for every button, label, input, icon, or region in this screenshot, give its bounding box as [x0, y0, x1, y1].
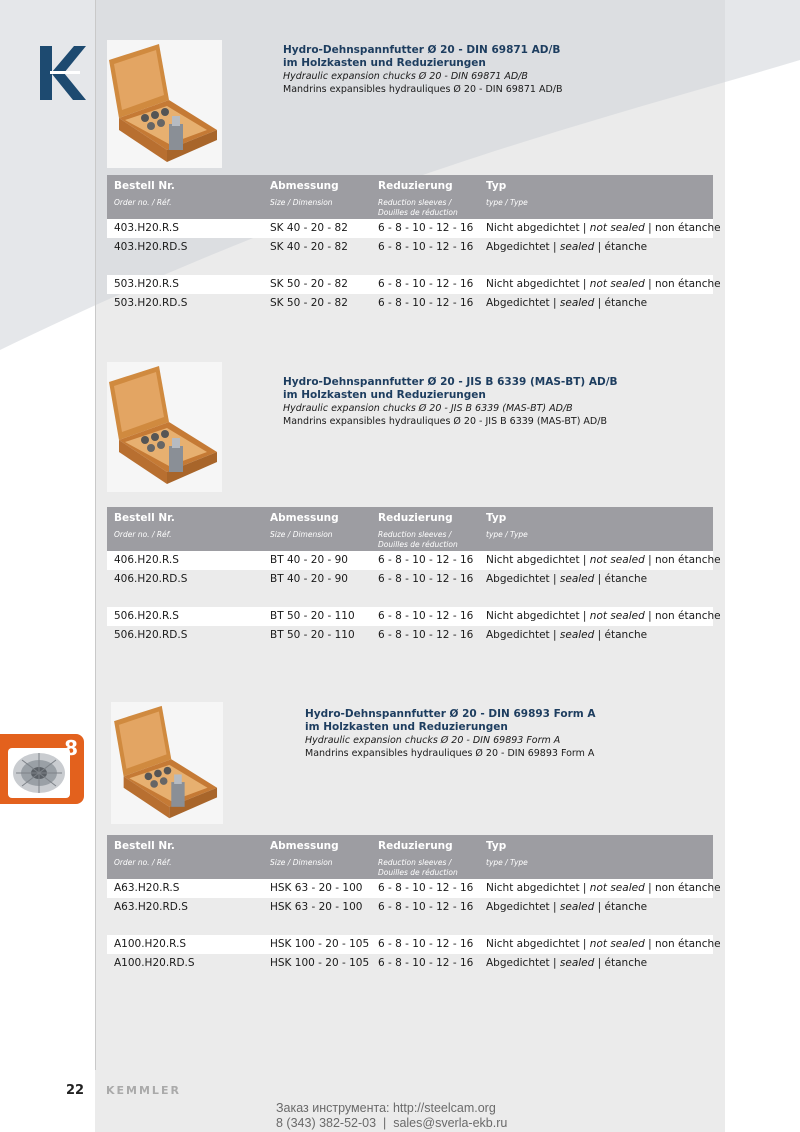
cell-type: Abgedichtet | sealed | étanche: [486, 573, 648, 585]
header-size: Abmessung: [270, 180, 339, 192]
header-order-sub: Order no. / Réf.: [114, 858, 172, 867]
header-type: Typ: [486, 840, 507, 852]
cell-reduction: 6 - 8 - 10 - 12 - 16: [378, 573, 474, 585]
table-row: [107, 275, 721, 294]
table-row: [107, 626, 713, 645]
cell-size: HSK 100 - 20 - 105: [270, 957, 370, 969]
title-de: Hydro-Dehnspannfutter Ø 20 - DIN 69893 Form A: [305, 708, 596, 720]
header-size-sub: Size / Dimension: [270, 530, 333, 539]
cell-size: HSK 100 - 20 - 105: [270, 938, 370, 950]
cell-type: Nicht abgedichtet | not sealed | non étanche: [486, 278, 721, 290]
cell-type: Abgedichtet | sealed | étanche: [486, 957, 648, 969]
header-reduction: Reduzierung: [378, 180, 453, 192]
cell-order: 406.H20.RD.S: [114, 573, 188, 585]
header-order: Bestell Nr.: [114, 512, 175, 524]
header-type: Typ: [486, 512, 507, 524]
table-row: [107, 898, 713, 917]
cell-reduction: 6 - 8 - 10 - 12 - 16: [378, 957, 474, 969]
header-reduction: Reduzierung: [378, 512, 453, 524]
table-row: [107, 935, 721, 954]
margin-line: [95, 0, 96, 1070]
cell-type: Abgedichtet | sealed | étanche: [486, 629, 648, 641]
header-size: Abmessung: [270, 512, 339, 524]
cell-reduction: 6 - 8 - 10 - 12 - 16: [378, 629, 474, 641]
cell-reduction: 6 - 8 - 10 - 12 - 16: [378, 554, 474, 566]
chuck-case-icon: [111, 702, 223, 824]
header-type: Typ: [486, 180, 507, 192]
table-row: [107, 238, 713, 257]
table-header: [107, 507, 713, 551]
chapter-number: 8: [64, 736, 78, 760]
cell-type: Nicht abgedichtet | not sealed | non étanche: [486, 222, 721, 234]
chuck-case-icon: [107, 362, 222, 492]
cell-order: A63.H20.RD.S: [114, 901, 188, 913]
cell-size: BT 40 - 20 - 90: [270, 554, 348, 566]
footer-line-1: Заказ инструмента: http://steelcam.org: [276, 1101, 496, 1115]
header-reduction-sub: Reduction sleeves / Douilles de réduction: [378, 198, 458, 217]
cell-reduction: 6 - 8 - 10 - 12 - 16: [378, 938, 474, 950]
cell-size: HSK 63 - 20 - 100: [270, 882, 363, 894]
cell-size: BT 50 - 20 - 110: [270, 610, 355, 622]
title-de-2: im Holzkasten und Reduzierungen: [283, 57, 486, 69]
product-table: [107, 175, 721, 313]
cell-type: Nicht abgedichtet | not sealed | non étanche: [486, 938, 721, 950]
footer-line-2: 8 (343) 382-52-03 | sales@sverla-ekb.ru: [276, 1116, 508, 1130]
product-table: [107, 507, 721, 645]
chapter-tab[interactable]: [0, 734, 84, 804]
cell-order: 503.H20.R.S: [114, 278, 179, 290]
footer-contact: [276, 1101, 507, 1131]
title-de-2: im Holzkasten und Reduzierungen: [305, 721, 508, 733]
cell-size: SK 40 - 20 - 82: [270, 222, 348, 234]
title-en: Hydraulic expansion chucks Ø 20 - DIN 69893 Form A: [305, 735, 561, 746]
cell-reduction: 6 - 8 - 10 - 12 - 16: [378, 882, 474, 894]
header-size-sub: Size / Dimension: [270, 198, 333, 207]
header-order-sub: Order no. / Réf.: [114, 198, 172, 207]
header-size: Abmessung: [270, 840, 339, 852]
cell-type: Nicht abgedichtet | not sealed | non étanche: [486, 882, 721, 894]
table-row: [107, 954, 713, 973]
title-fr: Mandrins expansibles hydrauliques Ø 20 - DIN 69893 Form A: [305, 748, 595, 759]
title-de: Hydro-Dehnspannfutter Ø 20 - DIN 69871 AD/B: [283, 44, 561, 56]
table-row: [107, 607, 721, 626]
brand-name: KEMMLER: [106, 1084, 181, 1097]
cell-reduction: 6 - 8 - 10 - 12 - 16: [378, 222, 474, 234]
kemmler-logo-icon: [40, 46, 86, 100]
table-header: [107, 175, 713, 219]
cell-order: 403.H20.RD.S: [114, 241, 188, 253]
cell-order: 406.H20.R.S: [114, 554, 179, 566]
cell-order: 503.H20.RD.S: [114, 297, 188, 309]
table-header: [107, 835, 713, 879]
wooden-case-image: [111, 702, 223, 824]
header-reduction: Reduzierung: [378, 840, 453, 852]
header-order: Bestell Nr.: [114, 180, 175, 192]
table-row: [107, 219, 721, 238]
wooden-case-image: [107, 362, 222, 492]
title-en: Hydraulic expansion chucks Ø 20 - JIS B 6339 (MAS-BT) AD/B: [283, 403, 573, 414]
header-type-sub: type / Type: [486, 530, 528, 539]
cell-size: SK 50 - 20 - 82: [270, 278, 348, 290]
header-order-sub: Order no. / Réf.: [114, 530, 172, 539]
cell-reduction: 6 - 8 - 10 - 12 - 16: [378, 297, 474, 309]
wooden-case-image: [107, 40, 222, 168]
table-row: [107, 570, 713, 589]
cell-size: SK 40 - 20 - 82: [270, 241, 348, 253]
table-row: [107, 294, 713, 313]
table-row: [107, 879, 721, 898]
cell-type: Abgedichtet | sealed | étanche: [486, 297, 648, 309]
cell-size: BT 50 - 20 - 110: [270, 629, 355, 641]
cell-type: Nicht abgedichtet | not sealed | non étanche: [486, 610, 721, 622]
cell-size: SK 50 - 20 - 82: [270, 297, 348, 309]
cell-order: A63.H20.R.S: [114, 882, 180, 894]
header-reduction-sub: Reduction sleeves / Douilles de réduction: [378, 530, 458, 549]
header-type-sub: type / Type: [486, 858, 528, 867]
section-heading: [283, 44, 563, 96]
cell-order: A100.H20.R.S: [114, 938, 187, 950]
cell-type: Nicht abgedichtet | not sealed | non étanche: [486, 554, 721, 566]
collet-icon: [8, 748, 70, 798]
cell-order: 506.H20.RD.S: [114, 629, 188, 641]
cell-type: Abgedichtet | sealed | étanche: [486, 241, 648, 253]
title-fr: Mandrins expansibles hydrauliques Ø 20 - JIS B 6339 (MAS-BT) AD/B: [283, 416, 607, 427]
cell-order: 506.H20.R.S: [114, 610, 179, 622]
header-reduction-sub: Reduction sleeves / Douilles de réduction: [378, 858, 458, 877]
header-size-sub: Size / Dimension: [270, 858, 333, 867]
title-fr: Mandrins expansibles hydrauliques Ø 20 - DIN 69871 AD/B: [283, 84, 563, 95]
product-table: [107, 835, 721, 973]
cell-reduction: 6 - 8 - 10 - 12 - 16: [378, 610, 474, 622]
title-de: Hydro-Dehnspannfutter Ø 20 - JIS B 6339 (MAS-BT) AD/B: [283, 376, 618, 388]
title-en: Hydraulic expansion chucks Ø 20 - DIN 69871 AD/B: [283, 71, 528, 82]
page-number: 22: [66, 1083, 85, 1098]
cell-order: A100.H20.RD.S: [114, 957, 195, 969]
header-type-sub: type / Type: [486, 198, 528, 207]
header-order: Bestell Nr.: [114, 840, 175, 852]
section-heading: [283, 376, 618, 428]
cell-reduction: 6 - 8 - 10 - 12 - 16: [378, 901, 474, 913]
cell-type: Abgedichtet | sealed | étanche: [486, 901, 648, 913]
title-de-2: im Holzkasten und Reduzierungen: [283, 389, 486, 401]
section-heading: [305, 708, 596, 760]
chuck-case-icon: [107, 40, 222, 168]
cell-size: BT 40 - 20 - 90: [270, 573, 348, 585]
cell-order: 403.H20.R.S: [114, 222, 179, 234]
table-row: [107, 551, 721, 570]
cell-size: HSK 63 - 20 - 100: [270, 901, 363, 913]
cell-reduction: 6 - 8 - 10 - 12 - 16: [378, 241, 474, 253]
cell-reduction: 6 - 8 - 10 - 12 - 16: [378, 278, 474, 290]
